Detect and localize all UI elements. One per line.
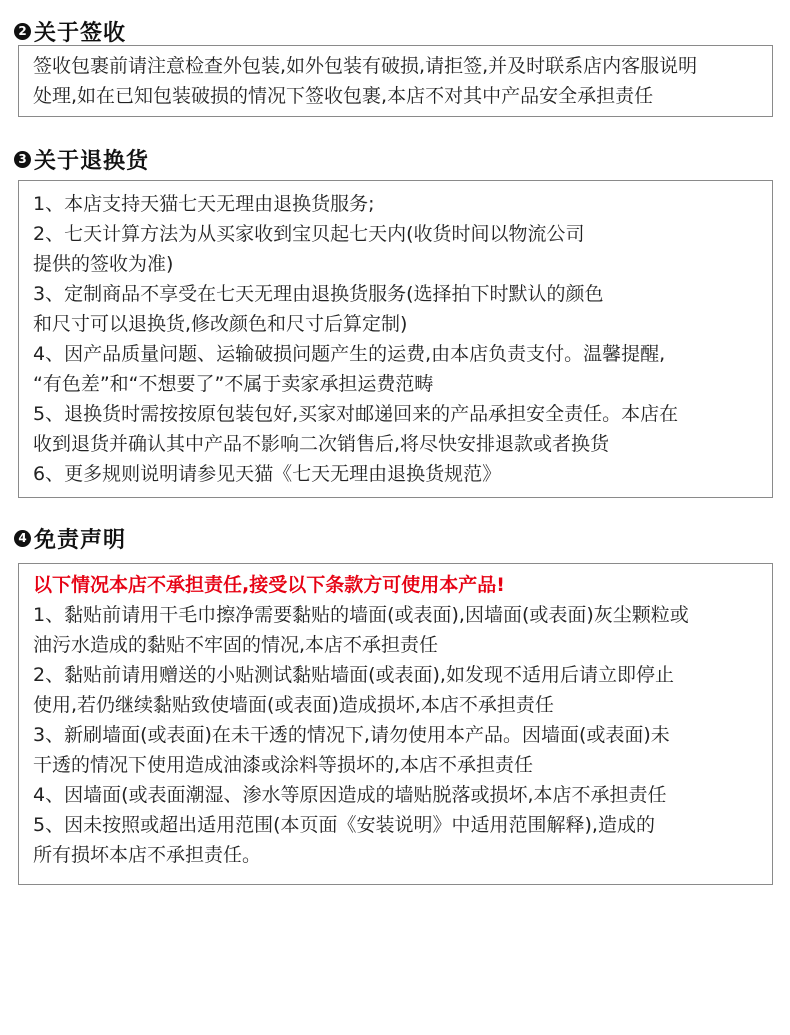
text-line: 和尺寸可以退换货,修改颜色和尺寸后算定制)	[33, 313, 408, 335]
section-title: 免责声明	[34, 527, 127, 553]
text-line: 5、退换货时需按按原包装包好,买家对邮递回来的产品承担安全责任。本店在	[33, 403, 679, 425]
text-line: 干透的情况下使用造成油漆或涂料等损坏的,本店不承担责任	[33, 754, 534, 776]
text-line: 2、七天计算方法为从买家收到宝贝起七天内(收货时间以物流公司	[33, 223, 585, 245]
return-policy-box	[18, 180, 773, 498]
sign-info-box	[18, 45, 773, 117]
text-line: 收到退货并确认其中产品不影响二次销售后,将尽快安排退款或者换货	[33, 433, 610, 455]
number-badge: 4	[14, 530, 31, 547]
text-line: 5、因未按照或超出适用范围(本页面《安装说明》中适用范围解释),造成的	[33, 814, 655, 836]
disclaimer-highlight: 以下情况本店不承担责任,接受以下条款方可使用本产品!	[33, 574, 505, 596]
text-line: 2、黏贴前请用赠送的小贴测试黏贴墙面(或表面),如发现不适用后请立即停止	[33, 664, 674, 686]
text-line: 油污水造成的黏贴不牢固的情况,本店不承担责任	[33, 634, 439, 656]
text-line: 3、新刷墙面(或表面)在未干透的情况下,请勿使用本产品。因墙面(或表面)未	[33, 724, 670, 746]
text-line: 签收包裹前请注意检查外包装,如外包装有破损,请拒签,并及时联系店内客服说明	[33, 55, 698, 77]
text-line: “有色差”和“不想要了”不属于卖家承担运费范畴	[33, 373, 434, 395]
section-heading-return	[14, 144, 149, 174]
text-line: 4、因墙面(或表面潮湿、渗水等原因造成的墙贴脱落或损坏,本店不承担责任	[33, 784, 667, 806]
text-line: 使用,若仍继续黏贴致使墙面(或表面)造成损坏,本店不承担责任	[33, 694, 554, 716]
text-line: 3、定制商品不享受在七天无理由退换货服务(选择拍下时默认的颜色	[33, 283, 604, 305]
text-line: 1、本店支持天猫七天无理由退换货服务;	[33, 193, 375, 215]
text-line: 所有损坏本店不承担责任。	[33, 844, 262, 866]
text-line: 提供的签收为准)	[33, 253, 174, 275]
text-line: 1、黏贴前请用干毛巾擦净需要黏贴的墙面(或表面),因墙面(或表面)灰尘颗粒或	[33, 604, 689, 626]
section-heading-sign	[14, 16, 126, 46]
number-badge: 2	[14, 23, 31, 40]
disclaimer-box	[18, 563, 773, 885]
text-line: 4、因产品质量问题、运输破损问题产生的运费,由本店负责支付。温馨提醒,	[33, 343, 666, 365]
section-heading-disclaimer	[14, 523, 126, 553]
section-title: 关于退换货	[34, 148, 150, 174]
text-line: 处理,如在已知包装破损的情况下签收包裹,本店不对其中产品安全承担责任	[33, 85, 654, 107]
text-line: 6、更多规则说明请参见天猫《七天无理由退换货规范》	[33, 463, 502, 485]
section-title: 关于签收	[34, 20, 127, 46]
number-badge: 3	[14, 151, 31, 168]
